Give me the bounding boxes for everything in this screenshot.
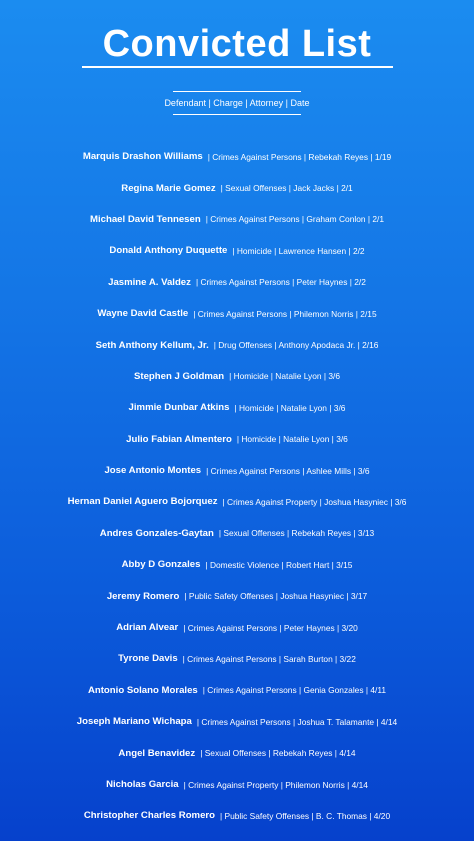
list-item — [0, 612, 474, 643]
defendant-name: Abby D Gonzales — [121, 559, 201, 571]
defendant-name: Jose Antonio Montes — [104, 465, 202, 477]
list-item — [0, 267, 474, 298]
defendant-name: Julio Fabian Almentero — [126, 433, 232, 445]
list-item — [0, 424, 474, 455]
title-underline — [82, 66, 393, 68]
defendant-name: Jimmie Dunbar Atkins — [128, 402, 230, 414]
case-details: | Crimes Against Persons | Peter Haynes | 3/20 — [183, 622, 358, 633]
case-details: | Sexual Offenses | Rebekah Reyes | 4/14 — [200, 748, 356, 759]
list-item — [0, 706, 474, 737]
list-item — [0, 675, 474, 706]
case-details: | Crimes Against Persons | Genia Gonzales | 4/11 — [202, 685, 387, 696]
convicted-list — [0, 141, 474, 832]
case-details: | Crimes Against Persons | Sarah Burton | 3/22 — [182, 653, 356, 664]
subtitle-bottom-divider — [173, 114, 301, 115]
case-details: | Crimes Against Property | Philemon Norris | 4/14 — [183, 779, 368, 790]
defendant-name: Antonio Solano Morales — [87, 684, 198, 696]
defendant-name: Joseph Mariano Wichapa — [76, 716, 192, 728]
defendant-name: Tyrone Davis — [118, 653, 178, 665]
list-item — [0, 298, 474, 329]
defendant-name: Christopher Charles Romero — [83, 810, 216, 822]
defendant-name: Seth Anthony Kellum, Jr. — [95, 339, 209, 351]
defendant-name: Andres Gonzales-Gaytan — [99, 527, 214, 539]
case-details: | Drug Offenses | Anthony Apodaca Jr. | 2/16 — [213, 340, 379, 351]
list-item — [0, 455, 474, 486]
defendant-name: Stephen J Goldman — [133, 370, 225, 382]
list-item — [0, 141, 474, 172]
defendant-name: Adrian Alvear — [116, 622, 179, 634]
case-details: | Crimes Against Persons | Graham Conlon | 2/1 — [205, 214, 384, 225]
list-item — [0, 643, 474, 674]
list-item — [0, 737, 474, 768]
case-details: | Homicide | Lawrence Hansen | 2/2 — [232, 245, 365, 256]
case-details: | Crimes Against Persons | Philemon Norris | 2/15 — [193, 308, 377, 319]
list-item — [0, 329, 474, 360]
case-details: | Crimes Against Persons | Rebekah Reyes | 1/19 — [207, 151, 392, 162]
defendant-name: Jeremy Romero — [106, 590, 180, 602]
defendant-name: Nicholas Garcia — [106, 779, 179, 790]
list-item — [0, 172, 474, 203]
defendant-name: Angel Benavidez — [118, 747, 196, 759]
defendant-name: Wayne David Castle — [97, 308, 189, 320]
list-item — [0, 204, 474, 235]
case-details: | Crimes Against Property | Joshua Hasyniec | 3/6 — [222, 496, 407, 507]
list-item — [0, 800, 474, 831]
case-details: | Public Safety Offenses | B. C. Thomas | 4/20 — [220, 810, 391, 821]
list-item — [0, 549, 474, 580]
case-details: | Domestic Violence | Robert Hart | 3/15 — [205, 559, 353, 570]
list-item — [0, 518, 474, 549]
defendant-name: Jasmine A. Valdez — [108, 276, 191, 288]
case-details: | Public Safety Offenses | Joshua Hasyniec | 3/17 — [184, 591, 368, 602]
list-item — [0, 235, 474, 266]
list-item — [0, 769, 474, 800]
case-details: | Sexual Offenses | Jack Jacks | 2/1 — [220, 183, 353, 194]
defendant-name: Hernan Daniel Aguero Bojorquez — [67, 496, 218, 508]
case-details: | Homicide | Natalie Lyon | 3/6 — [236, 434, 348, 445]
defendant-name: Regina Marie Gomez — [121, 182, 216, 194]
defendant-name: Michael David Tennesen — [89, 213, 201, 225]
list-item — [0, 392, 474, 423]
case-details: | Homicide | Natalie Lyon | 3/6 — [234, 402, 346, 413]
list-item — [0, 580, 474, 611]
list-item — [0, 361, 474, 392]
defendant-name: Donald Anthony Duquette — [109, 245, 228, 257]
case-details: | Sexual Offenses | Rebekah Reyes | 3/13 — [218, 528, 375, 539]
page-title: Convicted List — [102, 23, 372, 65]
case-details: | Crimes Against Persons | Joshua T. Talamante | 4/14 — [196, 716, 398, 727]
defendant-name: Marquis Drashon Williams — [82, 151, 203, 163]
case-details: | Crimes Against Persons | Ashlee Mills | 3/6 — [206, 465, 370, 476]
case-details: | Crimes Against Persons | Peter Haynes | 2/2 — [195, 277, 366, 288]
list-item — [0, 486, 474, 517]
column-legend: Defendant | Charge | Attorney | Date — [164, 98, 310, 108]
subtitle-top-divider — [173, 91, 301, 92]
case-details: | Homicide | Natalie Lyon | 3/6 — [229, 371, 341, 382]
